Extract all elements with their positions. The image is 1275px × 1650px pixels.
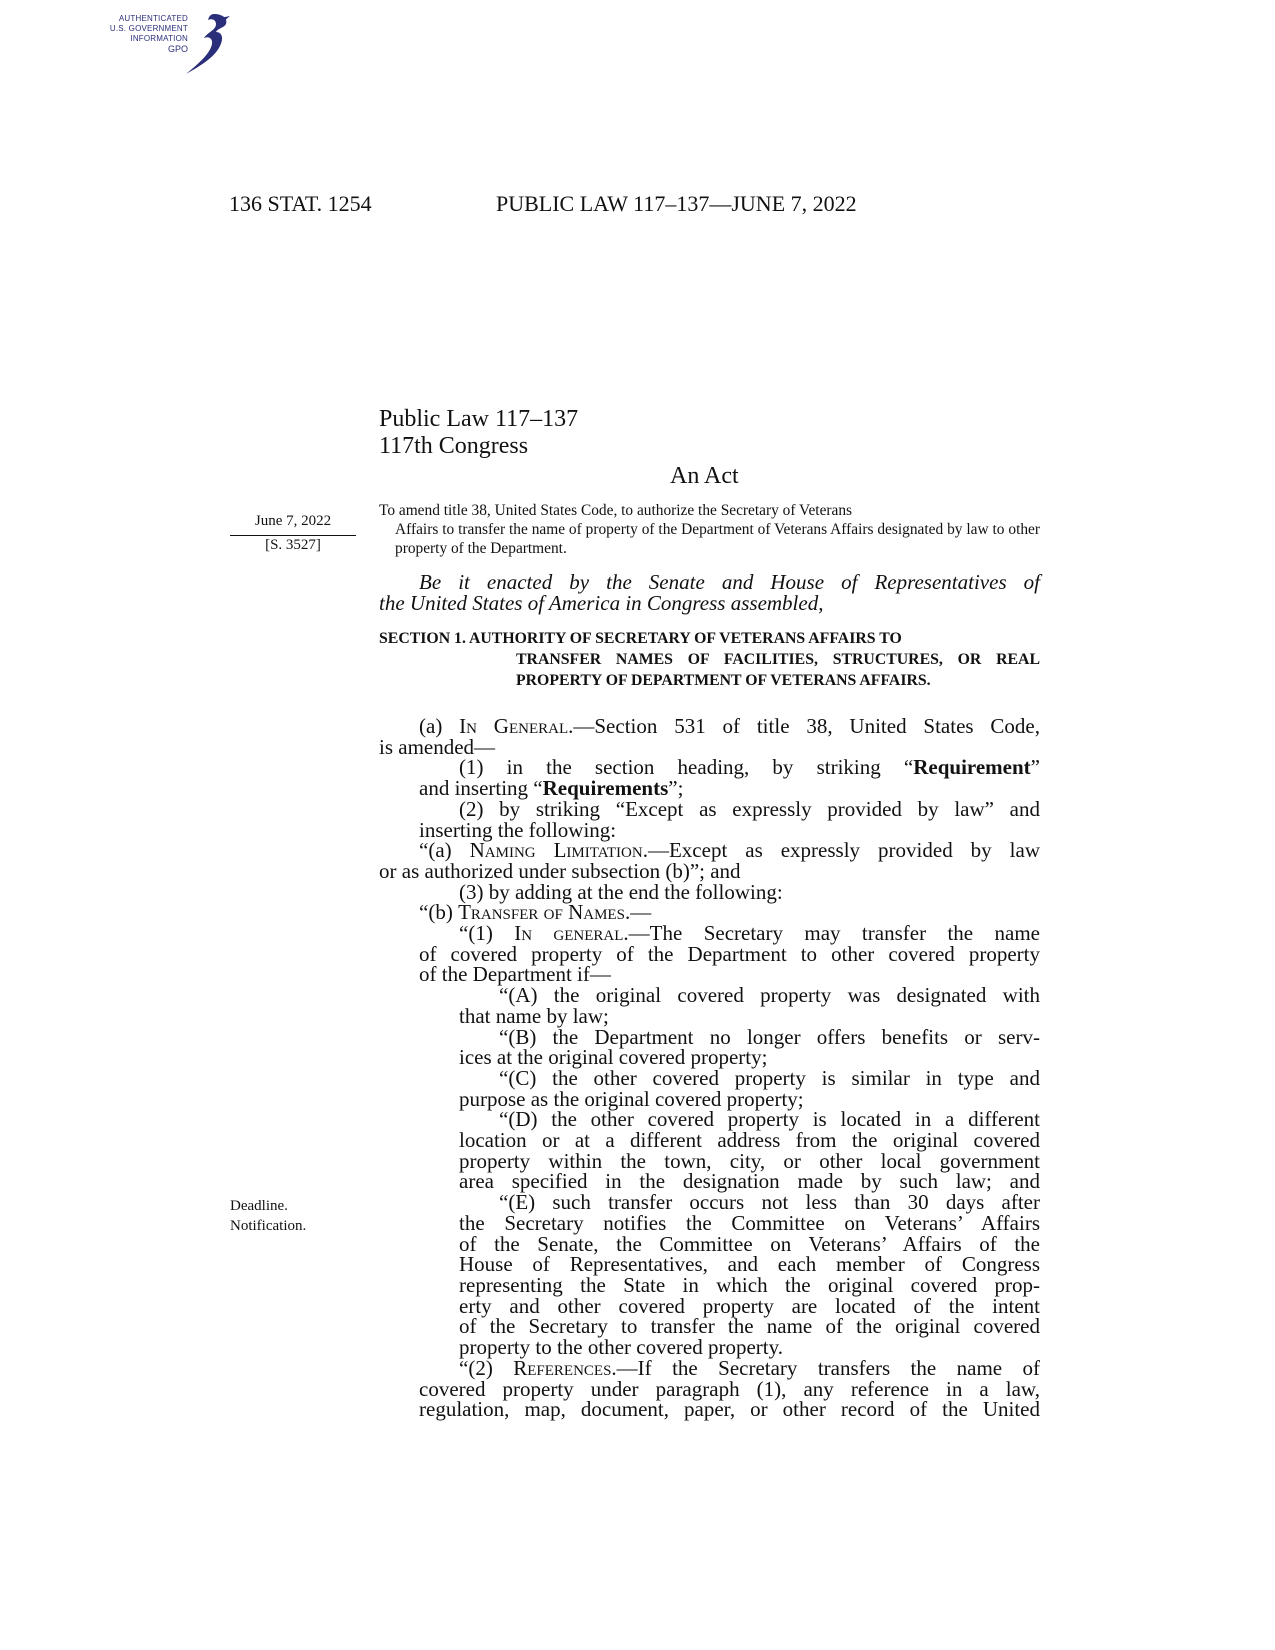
section-heading [379, 628, 1040, 691]
subsection-heading: Naming Limitation [469, 838, 643, 863]
subsection-label: (a) [419, 714, 460, 738]
body-line: covered property under paragraph (1), any reference in a law, [419, 1376, 1040, 1401]
section-heading-line-1: SECTION 1. AUTHORITY OF SECRETARY OF VETERANS AFFAIRS TO [379, 630, 902, 647]
body-text: .—Section 531 of title 38, United States Code, [568, 714, 1040, 738]
body-line: is amended— [379, 734, 496, 759]
body-line [379, 1355, 1040, 1380]
body-line: representing the State in which the original covered prop- [459, 1272, 1040, 1297]
logo-line-2: U.S. GOVERNMENT [109, 24, 188, 33]
body-text: .—If the Secretary transfers the name of [611, 1355, 1040, 1380]
logo-text [92, 14, 188, 44]
purpose-rest: Affairs to transfer the name of property of the Department of Veterans Affairs designated by law to other property of the Department. [395, 521, 1040, 557]
side-note-date: June 7, 2022 [230, 513, 356, 536]
side-note-notification-text: Notification. [230, 1218, 307, 1234]
body-line: “(E) such transfer occurs not less than 30 days after [499, 1190, 1040, 1215]
body-line: of the Department if— [419, 962, 611, 987]
body-line: erty and other covered property are located of the intent [459, 1293, 1040, 1318]
paragraph-heading: In general [514, 921, 624, 946]
body-line: that name by law; [459, 1003, 609, 1028]
body-line: ices at the original covered property; [459, 1045, 768, 1070]
body-line: purpose as the original covered property; [459, 1086, 804, 1111]
body-line: the Secretary notifies the Committee on Veterans’ Affairs [459, 1210, 1040, 1235]
side-note-deadline-text: Deadline. [230, 1198, 288, 1214]
paragraph-label: “(1) [459, 921, 515, 946]
header-law-date: PUBLIC LAW 117–137—JUNE 7, 2022 [496, 191, 857, 216]
section-heading-rest: TRANSFER NAMES OF FACILITIES, STRUCTURES, OR REAL PROPERTY OF DEPARTMENT OF VETERANS AFFAIRS. [516, 651, 1040, 689]
congress-number: 117th Congress [379, 433, 529, 459]
body-line: of the Senate, the Committee on Veterans’ Affairs of the [459, 1231, 1040, 1256]
body-line: (3) by adding at the end the following: [459, 879, 783, 904]
law-number: Public Law 117–137 [379, 406, 579, 432]
subsection-heading: In General [459, 714, 569, 738]
body-line [379, 716, 1040, 737]
bold-term: Requirements [542, 776, 669, 801]
body-line: area specified in the designation made by such law; and [459, 1169, 1040, 1194]
bold-term: Requirement [913, 755, 1031, 780]
logo-line-1: AUTHENTICATED [118, 14, 188, 23]
body-line: “(C) the other covered property is similar in type and [499, 1065, 1040, 1090]
paragraph-label: “(2) [459, 1355, 514, 1380]
enacting-clause [379, 572, 1040, 614]
gpo-authentication-logo [92, 8, 232, 78]
body-line: (2) by striking “Except as expressly provided by law” and [459, 796, 1040, 821]
body-line [379, 923, 1040, 944]
logo-line-3: INFORMATION [130, 34, 188, 43]
body-line: or as authorized under subsection (b)”; and [379, 858, 741, 883]
body-line: property within the town, city, or other local government [459, 1148, 1040, 1173]
side-note-bill: [S. 3527] [265, 537, 321, 553]
logo-gpo-mark: GPO [167, 44, 188, 54]
body-line [379, 902, 1040, 923]
body-line: regulation, map, document, paper, or other record of the United [419, 1397, 1040, 1422]
purpose-line-1: To amend title 38, United States Code, to authorize the Secretary of Veterans [379, 502, 853, 519]
enacting-line-2: the United States of America in Congress assembled, [379, 591, 824, 615]
body-line [379, 778, 1040, 799]
body-line: inserting the following: [419, 817, 617, 842]
body-line [379, 840, 1040, 861]
subsection-label: “(b) [419, 900, 459, 925]
side-note-deadline [230, 1196, 306, 1236]
body-line: “(B) the Department no longer offers benefits or serv- [499, 1024, 1040, 1049]
subsection-label: “(a) [419, 838, 470, 863]
act-title: An Act [670, 463, 739, 489]
body-text: ” [1030, 755, 1040, 780]
enacting-line-1: Be it enacted by the Senate and House of Representatives of [419, 570, 1040, 594]
body-text: and inserting “ [419, 776, 543, 801]
body-text: ”; [668, 776, 684, 801]
body-line: property to the other covered property. [459, 1335, 784, 1360]
body-text: (1) in the section heading, by striking “ [459, 755, 914, 780]
body-line: “(A) the original covered property was designated with [499, 983, 1040, 1008]
body-line: “(D) the other covered property is located in a different [499, 1107, 1040, 1132]
body-text: .—Except as expressly provided by law [642, 838, 1040, 863]
subsection-heading: Transfer of Names [458, 900, 625, 925]
paragraph-heading: References [513, 1355, 612, 1380]
body-line: House of Representatives, and each member of Congress [459, 1252, 1040, 1277]
body-line: of covered property of the Department to other covered property [419, 941, 1040, 966]
act-purpose [379, 501, 1040, 558]
section-body [379, 716, 1040, 1420]
body-line [379, 757, 1040, 778]
header-stat-page: 136 STAT. 1254 [229, 191, 372, 216]
body-text: .—The Secretary may transfer the name [623, 921, 1040, 946]
body-line: location or at a different address from the original covered [459, 1128, 1040, 1153]
eagle-swoosh-icon [176, 8, 232, 76]
body-text: .— [624, 900, 652, 925]
body-line: of the Secretary to transfer the name of the original covered [459, 1314, 1040, 1339]
